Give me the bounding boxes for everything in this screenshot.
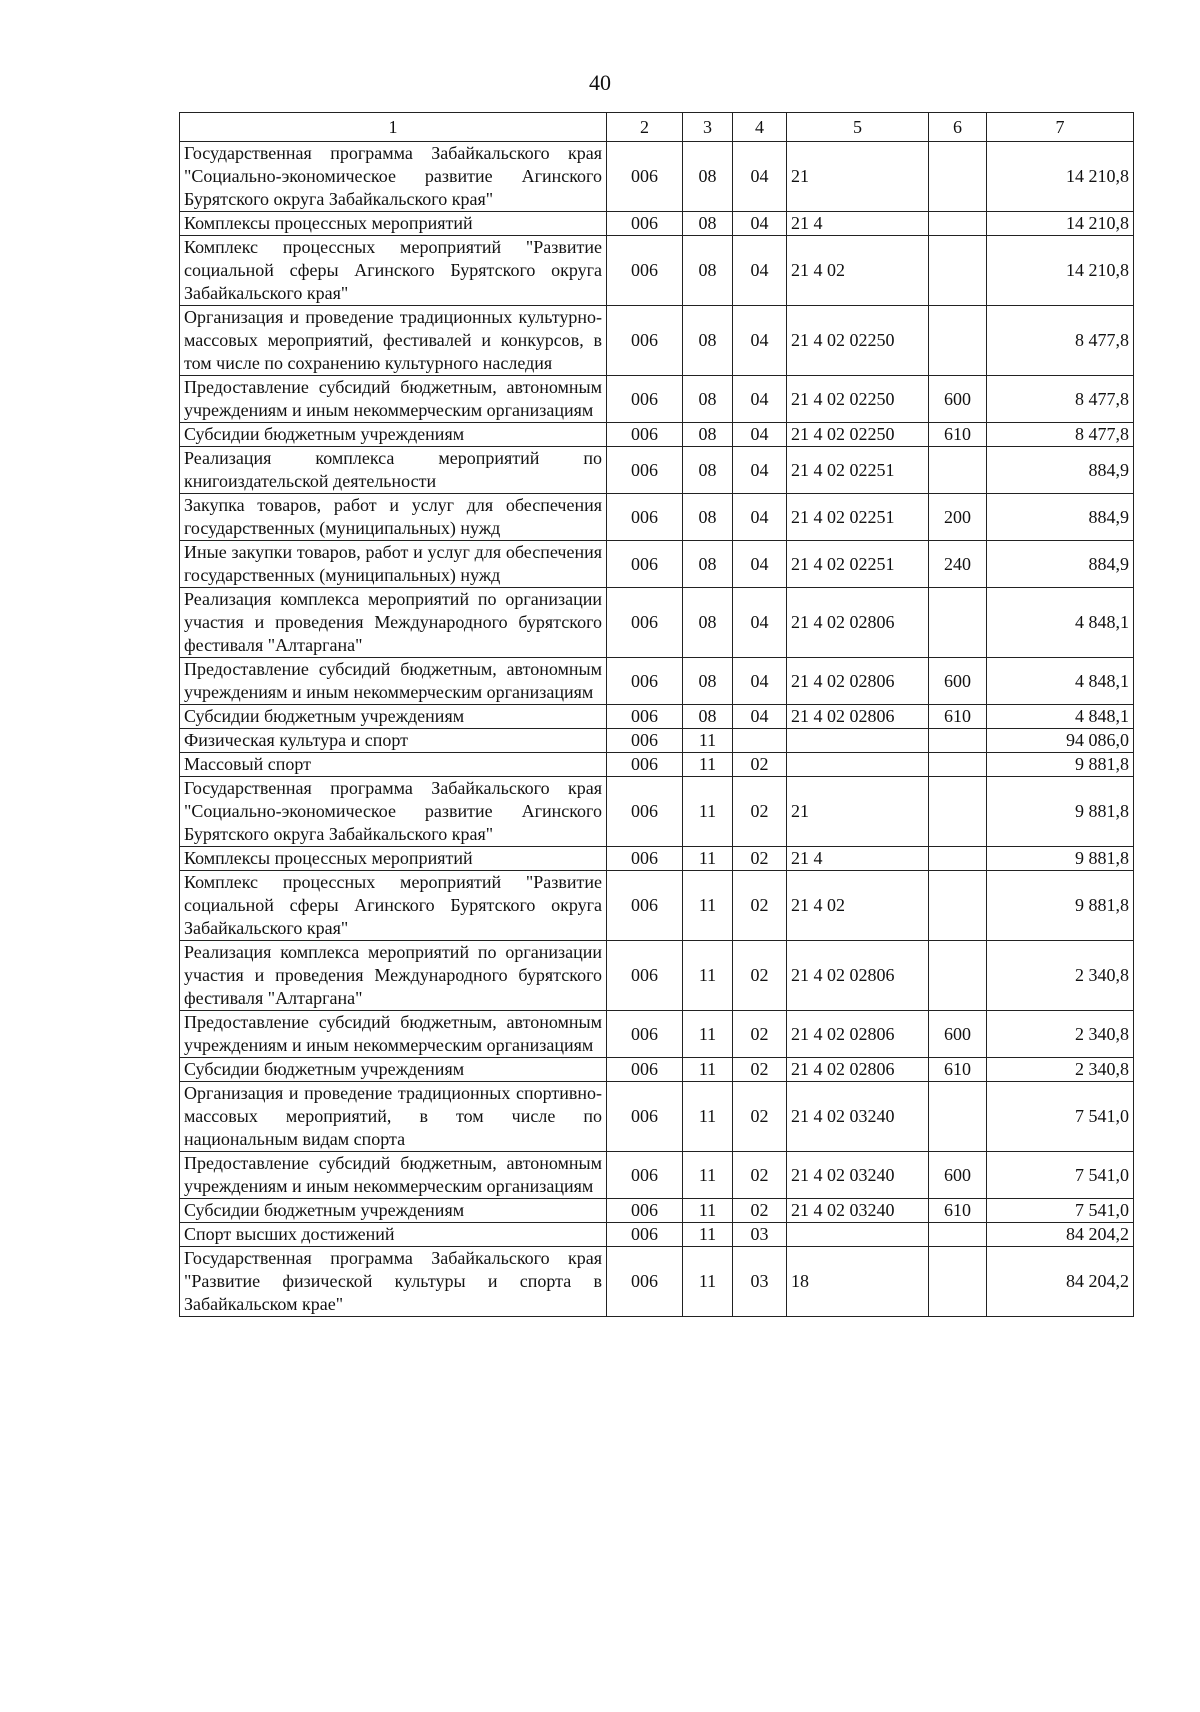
amount-cell: 7 541,0 (987, 1082, 1134, 1152)
code-3-cell: 08 (683, 236, 733, 306)
amount-cell: 2 340,8 (987, 1011, 1134, 1058)
code-3-cell: 11 (683, 941, 733, 1011)
code-4-cell: 02 (733, 777, 787, 847)
code-4-cell: 02 (733, 941, 787, 1011)
item-name-cell: Комплексы процессных мероприятий (180, 212, 607, 236)
amount-cell: 2 340,8 (987, 941, 1134, 1011)
item-name-cell: Комплексы процессных мероприятий (180, 847, 607, 871)
code-3-cell: 11 (683, 729, 733, 753)
item-name-cell: Субсидии бюджетным учреждениям (180, 423, 607, 447)
amount-cell: 9 881,8 (987, 871, 1134, 941)
code-3-cell: 08 (683, 541, 733, 588)
item-name-cell: Организация и проведение традиционных культурно-массовых мероприятий, фестивалей и конкурсов, в том числе по сохранению культурного наследия (180, 306, 607, 376)
code-4-cell: 04 (733, 705, 787, 729)
table-row (180, 729, 1134, 753)
amount-cell: 7 541,0 (987, 1152, 1134, 1199)
header-cell: 3 (683, 113, 733, 142)
amount-cell: 14 210,8 (987, 236, 1134, 306)
code-4-cell: 02 (733, 1058, 787, 1082)
code-5-cell: 21 4 02 02806 (787, 1058, 929, 1082)
code-2-cell: 006 (607, 1058, 683, 1082)
code-2-cell: 006 (607, 494, 683, 541)
code-4-cell: 02 (733, 847, 787, 871)
header-cell: 1 (180, 113, 607, 142)
amount-cell: 4 848,1 (987, 705, 1134, 729)
amount-cell: 14 210,8 (987, 142, 1134, 212)
code-6-cell (929, 212, 987, 236)
code-4-cell: 04 (733, 447, 787, 494)
code-6-cell (929, 1223, 987, 1247)
code-3-cell: 11 (683, 753, 733, 777)
code-3-cell: 11 (683, 1082, 733, 1152)
code-6-cell: 600 (929, 376, 987, 423)
code-6-cell: 610 (929, 705, 987, 729)
code-6-cell (929, 142, 987, 212)
code-4-cell: 02 (733, 1011, 787, 1058)
code-5-cell: 21 4 02 02806 (787, 1011, 929, 1058)
code-3-cell: 11 (683, 1058, 733, 1082)
code-2-cell: 006 (607, 447, 683, 494)
code-6-cell (929, 588, 987, 658)
item-name-cell: Спорт высших достижений (180, 1223, 607, 1247)
table-row (180, 753, 1134, 777)
code-5-cell: 21 4 02 02251 (787, 494, 929, 541)
amount-cell: 94 086,0 (987, 729, 1134, 753)
code-5-cell: 21 4 (787, 847, 929, 871)
code-2-cell: 006 (607, 1247, 683, 1317)
code-4-cell: 04 (733, 423, 787, 447)
code-6-cell: 240 (929, 541, 987, 588)
amount-cell: 9 881,8 (987, 777, 1134, 847)
code-3-cell: 08 (683, 588, 733, 658)
code-6-cell (929, 447, 987, 494)
item-name-cell: Закупка товаров, работ и услуг для обеспечения государственных (муниципальных) нужд (180, 494, 607, 541)
item-name-cell: Государственная программа Забайкальского края "Развитие физической культуры и спорта в Забайкальском крае" (180, 1247, 607, 1317)
code-4-cell: 04 (733, 494, 787, 541)
header-cell: 5 (787, 113, 929, 142)
code-2-cell: 006 (607, 1152, 683, 1199)
item-name-cell: Реализация комплекса мероприятий по книгоиздательской деятельности (180, 447, 607, 494)
amount-cell: 84 204,2 (987, 1223, 1134, 1247)
code-3-cell: 08 (683, 306, 733, 376)
item-name-cell: Предоставление субсидий бюджетным, автономным учреждениям и иным некоммерческим организациям (180, 1152, 607, 1199)
code-6-cell: 610 (929, 423, 987, 447)
amount-cell: 84 204,2 (987, 1247, 1134, 1317)
code-4-cell: 04 (733, 236, 787, 306)
code-6-cell (929, 1082, 987, 1152)
table-row (180, 306, 1134, 376)
code-5-cell (787, 729, 929, 753)
code-2-cell: 006 (607, 941, 683, 1011)
item-name-cell: Иные закупки товаров, работ и услуг для обеспечения государственных (муниципальных) нужд (180, 541, 607, 588)
code-2-cell: 006 (607, 729, 683, 753)
code-2-cell: 006 (607, 1199, 683, 1223)
code-2-cell: 006 (607, 306, 683, 376)
code-5-cell: 21 4 02 02806 (787, 588, 929, 658)
code-3-cell: 11 (683, 871, 733, 941)
code-2-cell: 006 (607, 588, 683, 658)
code-4-cell (733, 729, 787, 753)
amount-cell: 8 477,8 (987, 306, 1134, 376)
header-cell: 7 (987, 113, 1134, 142)
table-row (180, 1011, 1134, 1058)
code-2-cell: 006 (607, 753, 683, 777)
item-name-cell: Массовый спорт (180, 753, 607, 777)
code-5-cell: 21 4 02 03240 (787, 1199, 929, 1223)
table-row (180, 871, 1134, 941)
table-row (180, 705, 1134, 729)
item-name-cell: Предоставление субсидий бюджетным, автономным учреждениям и иным некоммерческим организациям (180, 658, 607, 705)
budget-table (179, 112, 1134, 1317)
code-2-cell: 006 (607, 658, 683, 705)
code-6-cell: 600 (929, 1011, 987, 1058)
code-3-cell: 08 (683, 212, 733, 236)
header-cell: 6 (929, 113, 987, 142)
page-number: 40 (589, 70, 611, 95)
table-row (180, 1152, 1134, 1199)
code-5-cell: 21 4 02 02250 (787, 376, 929, 423)
code-5-cell: 21 4 02 02251 (787, 447, 929, 494)
amount-cell: 2 340,8 (987, 1058, 1134, 1082)
table-row (180, 541, 1134, 588)
code-4-cell: 02 (733, 1152, 787, 1199)
code-2-cell: 006 (607, 1223, 683, 1247)
item-name-cell: Комплекс процессных мероприятий "Развитие социальной сферы Агинского Бурятского округа Забайкальского края" (180, 871, 607, 941)
code-6-cell (929, 753, 987, 777)
amount-cell: 4 848,1 (987, 658, 1134, 705)
code-3-cell: 08 (683, 447, 733, 494)
table-row (180, 1223, 1134, 1247)
code-5-cell: 21 4 (787, 212, 929, 236)
header-cell: 2 (607, 113, 683, 142)
code-3-cell: 11 (683, 777, 733, 847)
code-3-cell: 11 (683, 1199, 733, 1223)
code-2-cell: 006 (607, 142, 683, 212)
code-5-cell: 21 4 02 (787, 236, 929, 306)
item-name-cell: Государственная программа Забайкальского края "Социально-экономическое развитие Агинского Бурятского округа Забайкальского края" (180, 777, 607, 847)
amount-cell: 8 477,8 (987, 376, 1134, 423)
item-name-cell: Субсидии бюджетным учреждениям (180, 1058, 607, 1082)
code-5-cell: 21 (787, 142, 929, 212)
code-6-cell: 610 (929, 1058, 987, 1082)
code-4-cell: 04 (733, 541, 787, 588)
code-3-cell: 11 (683, 1152, 733, 1199)
code-2-cell: 006 (607, 705, 683, 729)
code-2-cell: 006 (607, 236, 683, 306)
item-name-cell: Комплекс процессных мероприятий "Развитие социальной сферы Агинского Бурятского округа Забайкальского края" (180, 236, 607, 306)
code-4-cell: 03 (733, 1247, 787, 1317)
code-5-cell: 21 (787, 777, 929, 847)
code-5-cell: 21 4 02 02806 (787, 705, 929, 729)
code-3-cell: 11 (683, 847, 733, 871)
code-6-cell (929, 236, 987, 306)
code-6-cell (929, 777, 987, 847)
code-2-cell: 006 (607, 423, 683, 447)
code-4-cell: 03 (733, 1223, 787, 1247)
code-5-cell: 21 4 02 02250 (787, 306, 929, 376)
code-2-cell: 006 (607, 1011, 683, 1058)
code-6-cell: 600 (929, 1152, 987, 1199)
code-4-cell: 04 (733, 306, 787, 376)
code-5-cell (787, 753, 929, 777)
table-row (180, 1199, 1134, 1223)
code-3-cell: 08 (683, 423, 733, 447)
item-name-cell: Физическая культура и спорт (180, 729, 607, 753)
code-2-cell: 006 (607, 212, 683, 236)
amount-cell: 884,9 (987, 447, 1134, 494)
table-row (180, 941, 1134, 1011)
item-name-cell: Реализация комплекса мероприятий по организации участия и проведения Международного бурятского фестиваля "Алтаргана" (180, 941, 607, 1011)
code-6-cell (929, 1247, 987, 1317)
item-name-cell: Реализация комплекса мероприятий по организации участия и проведения Международного бурятского фестиваля "Алтаргана" (180, 588, 607, 658)
code-5-cell: 21 4 02 02806 (787, 941, 929, 1011)
table-row (180, 1082, 1134, 1152)
amount-cell: 8 477,8 (987, 423, 1134, 447)
code-6-cell (929, 847, 987, 871)
code-5-cell: 21 4 02 02251 (787, 541, 929, 588)
code-4-cell: 04 (733, 212, 787, 236)
code-2-cell: 006 (607, 777, 683, 847)
table-row (180, 212, 1134, 236)
code-4-cell: 02 (733, 871, 787, 941)
item-name-cell: Организация и проведение традиционных спортивно-массовых мероприятий, в том числе по национальным видам спорта (180, 1082, 607, 1152)
code-6-cell: 610 (929, 1199, 987, 1223)
code-4-cell: 02 (733, 753, 787, 777)
code-5-cell: 21 4 02 (787, 871, 929, 941)
amount-cell: 884,9 (987, 541, 1134, 588)
code-3-cell: 08 (683, 705, 733, 729)
table-row (180, 847, 1134, 871)
code-4-cell: 04 (733, 376, 787, 423)
code-5-cell: 21 4 02 03240 (787, 1152, 929, 1199)
code-2-cell: 006 (607, 376, 683, 423)
code-6-cell (929, 871, 987, 941)
code-5-cell: 18 (787, 1247, 929, 1317)
code-5-cell: 21 4 02 02250 (787, 423, 929, 447)
code-3-cell: 11 (683, 1247, 733, 1317)
item-name-cell: Предоставление субсидий бюджетным, автономным учреждениям и иным некоммерческим организациям (180, 376, 607, 423)
code-2-cell: 006 (607, 541, 683, 588)
amount-cell: 14 210,8 (987, 212, 1134, 236)
code-5-cell: 21 4 02 03240 (787, 1082, 929, 1152)
code-6-cell: 200 (929, 494, 987, 541)
table-header-row (180, 113, 1134, 142)
code-4-cell: 04 (733, 588, 787, 658)
code-4-cell: 02 (733, 1082, 787, 1152)
code-3-cell: 08 (683, 376, 733, 423)
table-row (180, 658, 1134, 705)
code-3-cell: 08 (683, 142, 733, 212)
code-4-cell: 04 (733, 658, 787, 705)
amount-cell: 9 881,8 (987, 847, 1134, 871)
code-3-cell: 08 (683, 494, 733, 541)
code-6-cell (929, 306, 987, 376)
code-4-cell: 04 (733, 142, 787, 212)
code-2-cell: 006 (607, 847, 683, 871)
code-5-cell (787, 1223, 929, 1247)
item-name-cell: Предоставление субсидий бюджетным, автономным учреждениям и иным некоммерческим организациям (180, 1011, 607, 1058)
code-3-cell: 11 (683, 1223, 733, 1247)
item-name-cell: Государственная программа Забайкальского края "Социально-экономическое развитие Агинского Бурятского округа Забайкальского края" (180, 142, 607, 212)
item-name-cell: Субсидии бюджетным учреждениям (180, 705, 607, 729)
code-2-cell: 006 (607, 1082, 683, 1152)
table-row (180, 376, 1134, 423)
code-3-cell: 11 (683, 1011, 733, 1058)
code-3-cell: 08 (683, 658, 733, 705)
code-5-cell: 21 4 02 02806 (787, 658, 929, 705)
item-name-cell: Субсидии бюджетным учреждениям (180, 1199, 607, 1223)
table-row (180, 494, 1134, 541)
table-row (180, 777, 1134, 847)
amount-cell: 7 541,0 (987, 1199, 1134, 1223)
table-row (180, 1247, 1134, 1317)
table-row (180, 1058, 1134, 1082)
code-4-cell: 02 (733, 1199, 787, 1223)
code-6-cell (929, 729, 987, 753)
table-row (180, 423, 1134, 447)
code-2-cell: 006 (607, 871, 683, 941)
amount-cell: 4 848,1 (987, 588, 1134, 658)
table-row (180, 236, 1134, 306)
code-6-cell (929, 941, 987, 1011)
amount-cell: 884,9 (987, 494, 1134, 541)
table-row (180, 447, 1134, 494)
table-row (180, 588, 1134, 658)
amount-cell: 9 881,8 (987, 753, 1134, 777)
code-6-cell: 600 (929, 658, 987, 705)
table-row (180, 142, 1134, 212)
header-cell: 4 (733, 113, 787, 142)
